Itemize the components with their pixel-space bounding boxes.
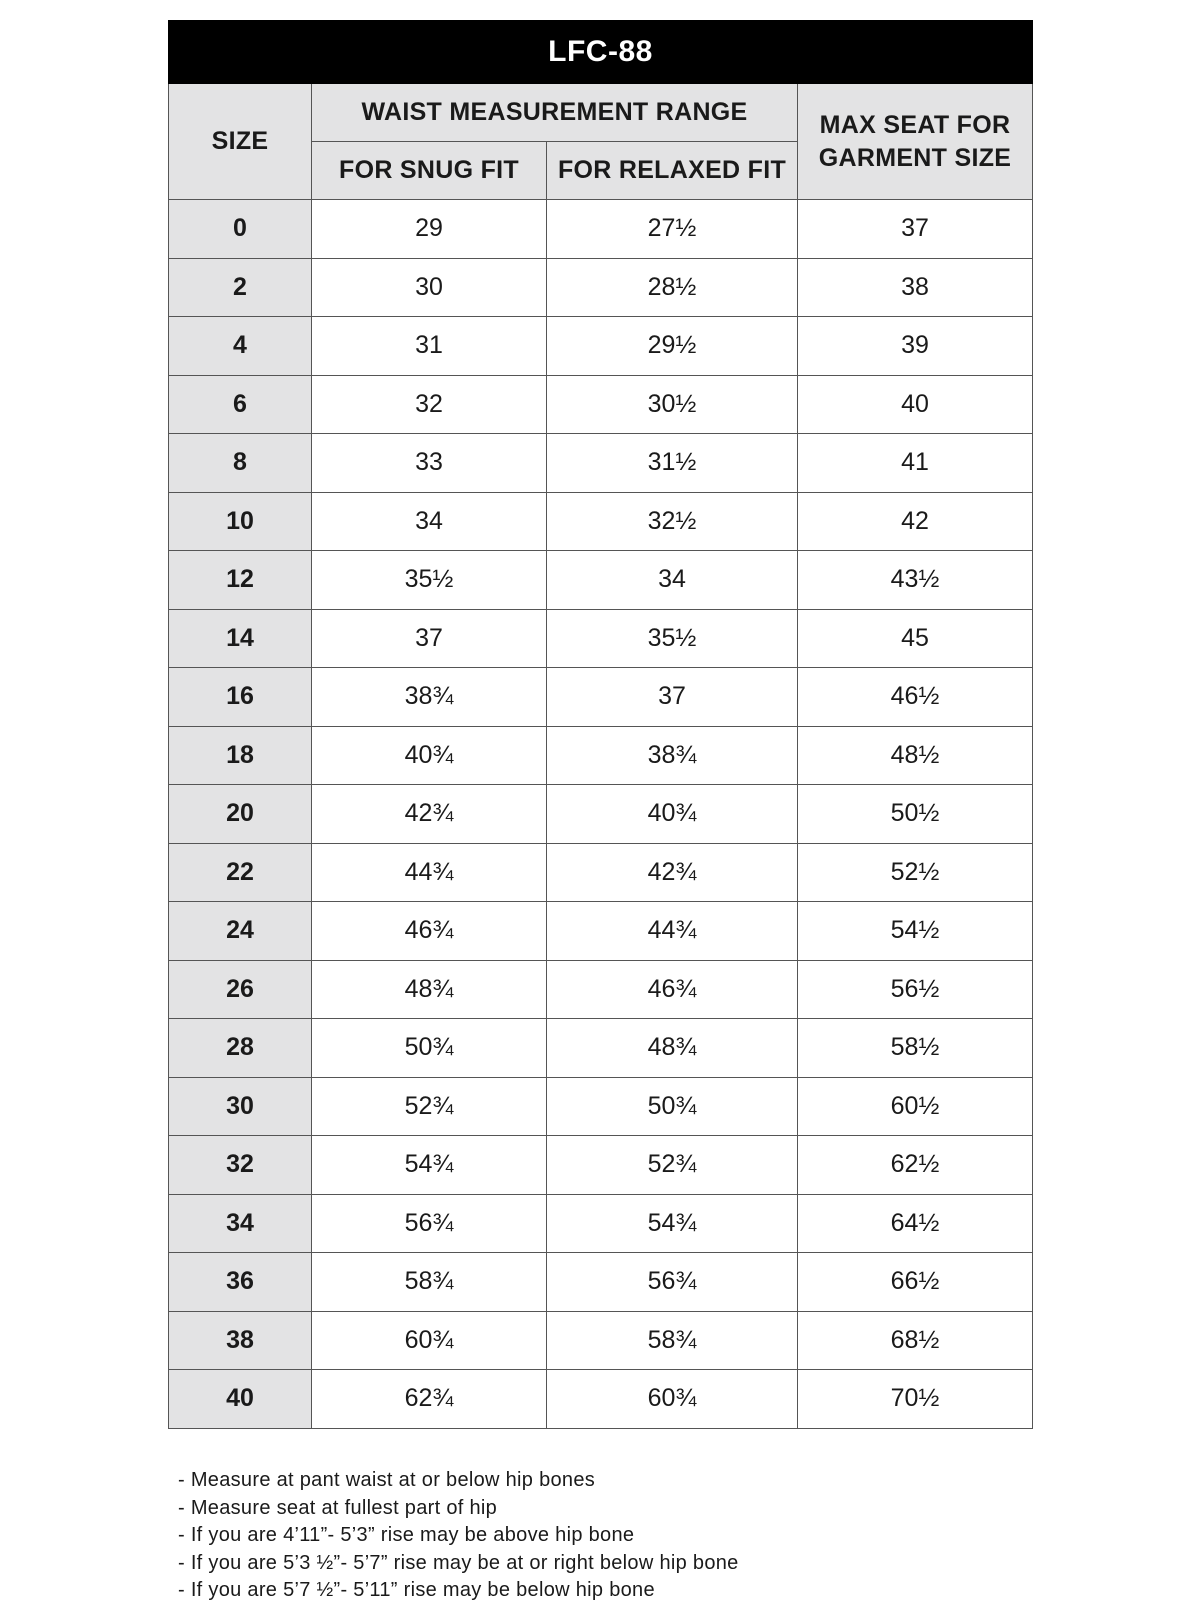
size-cell: 30 — [169, 1077, 312, 1136]
size-cell: 28 — [169, 1019, 312, 1078]
relaxed-fit-cell: 27½ — [547, 200, 798, 259]
note-item: - If you are 5’7 ½”- 5’11” rise may be below hip bone — [178, 1577, 739, 1605]
table-row — [169, 375, 1033, 434]
table-row — [169, 258, 1033, 317]
max-seat-cell: 66½ — [798, 1253, 1033, 1312]
waist-range-header: WAIST MEASUREMENT RANGE — [312, 84, 798, 142]
max-seat-cell: 46½ — [798, 668, 1033, 727]
relaxed-fit-cell: 32½ — [547, 492, 798, 551]
relaxed-fit-cell: 54¾ — [547, 1194, 798, 1253]
note-item: - Measure seat at fullest part of hip — [178, 1495, 739, 1523]
snug-fit-cell: 46¾ — [312, 902, 547, 961]
relaxed-fit-header: FOR RELAXED FIT — [547, 142, 798, 200]
snug-fit-cell: 37 — [312, 609, 547, 668]
table-row — [169, 1136, 1033, 1195]
size-cell: 6 — [169, 375, 312, 434]
table-row — [169, 1253, 1033, 1312]
table-row — [169, 609, 1033, 668]
relaxed-fit-cell: 42¾ — [547, 843, 798, 902]
max-seat-cell: 56½ — [798, 960, 1033, 1019]
note-item: - If you are 5’3 ½”- 5’7” rise may be at or right below hip bone — [178, 1550, 739, 1578]
max-seat-cell: 52½ — [798, 843, 1033, 902]
table-row — [169, 200, 1033, 259]
max-seat-cell: 64½ — [798, 1194, 1033, 1253]
max-seat-cell: 37 — [798, 200, 1033, 259]
max-seat-cell: 38 — [798, 258, 1033, 317]
size-cell: 10 — [169, 492, 312, 551]
relaxed-fit-cell: 46¾ — [547, 960, 798, 1019]
table-row — [169, 668, 1033, 727]
max-seat-cell: 50½ — [798, 785, 1033, 844]
max-seat-cell: 41 — [798, 434, 1033, 493]
table-row — [169, 843, 1033, 902]
note-item: - If you are 4’11”- 5’3” rise may be above hip bone — [178, 1522, 739, 1550]
table-row — [169, 551, 1033, 610]
size-cell: 36 — [169, 1253, 312, 1312]
size-cell: 8 — [169, 434, 312, 493]
snug-fit-cell: 42¾ — [312, 785, 547, 844]
size-cell: 16 — [169, 668, 312, 727]
size-cell: 40 — [169, 1370, 312, 1429]
relaxed-fit-cell: 50¾ — [547, 1077, 798, 1136]
table-row — [169, 1311, 1033, 1370]
size-cell: 14 — [169, 609, 312, 668]
max-seat-header-line1: MAX SEAT FOR — [819, 110, 1011, 139]
snug-fit-cell: 44¾ — [312, 843, 547, 902]
size-cell: 20 — [169, 785, 312, 844]
max-seat-header-line2: GARMENT SIZE — [818, 143, 1012, 172]
snug-fit-cell: 31 — [312, 317, 547, 376]
snug-fit-cell: 50¾ — [312, 1019, 547, 1078]
snug-fit-cell: 34 — [312, 492, 547, 551]
relaxed-fit-cell: 60¾ — [547, 1370, 798, 1429]
table-row — [169, 902, 1033, 961]
size-cell: 26 — [169, 960, 312, 1019]
snug-fit-header: FOR SNUG FIT — [312, 142, 547, 200]
size-cell: 22 — [169, 843, 312, 902]
max-seat-cell: 58½ — [798, 1019, 1033, 1078]
max-seat-cell: 43½ — [798, 551, 1033, 610]
snug-fit-cell: 35½ — [312, 551, 547, 610]
relaxed-fit-cell: 30½ — [547, 375, 798, 434]
relaxed-fit-cell: 52¾ — [547, 1136, 798, 1195]
size-cell: 38 — [169, 1311, 312, 1370]
max-seat-cell: 42 — [798, 492, 1033, 551]
snug-fit-cell: 33 — [312, 434, 547, 493]
max-seat-cell: 54½ — [798, 902, 1033, 961]
size-header: SIZE — [169, 84, 312, 200]
snug-fit-cell: 62¾ — [312, 1370, 547, 1429]
max-seat-cell: 45 — [798, 609, 1033, 668]
size-chart-table — [168, 20, 1033, 1429]
snug-fit-cell: 30 — [312, 258, 547, 317]
table-row — [169, 317, 1033, 376]
table-row — [169, 726, 1033, 785]
relaxed-fit-cell: 28½ — [547, 258, 798, 317]
snug-fit-cell: 48¾ — [312, 960, 547, 1019]
snug-fit-cell: 40¾ — [312, 726, 547, 785]
max-seat-cell: 60½ — [798, 1077, 1033, 1136]
relaxed-fit-cell: 44¾ — [547, 902, 798, 961]
snug-fit-cell: 38¾ — [312, 668, 547, 727]
relaxed-fit-cell: 34 — [547, 551, 798, 610]
table-row — [169, 1370, 1033, 1429]
snug-fit-cell: 54¾ — [312, 1136, 547, 1195]
size-cell: 12 — [169, 551, 312, 610]
max-seat-cell: 68½ — [798, 1311, 1033, 1370]
table-row — [169, 960, 1033, 1019]
relaxed-fit-cell: 56¾ — [547, 1253, 798, 1312]
max-seat-cell: 40 — [798, 375, 1033, 434]
relaxed-fit-cell: 35½ — [547, 609, 798, 668]
snug-fit-cell: 58¾ — [312, 1253, 547, 1312]
table-row — [169, 492, 1033, 551]
table-row — [169, 1194, 1033, 1253]
relaxed-fit-cell: 38¾ — [547, 726, 798, 785]
relaxed-fit-cell: 31½ — [547, 434, 798, 493]
measurement-notes — [178, 1467, 739, 1605]
relaxed-fit-cell: 58¾ — [547, 1311, 798, 1370]
snug-fit-cell: 56¾ — [312, 1194, 547, 1253]
snug-fit-cell: 52¾ — [312, 1077, 547, 1136]
table-row — [169, 1077, 1033, 1136]
max-seat-cell: 62½ — [798, 1136, 1033, 1195]
size-cell: 32 — [169, 1136, 312, 1195]
chart-title: LFC-88 — [169, 21, 1033, 84]
size-cell: 18 — [169, 726, 312, 785]
max-seat-cell: 70½ — [798, 1370, 1033, 1429]
snug-fit-cell: 32 — [312, 375, 547, 434]
size-cell: 24 — [169, 902, 312, 961]
snug-fit-cell: 60¾ — [312, 1311, 547, 1370]
max-seat-cell: 39 — [798, 317, 1033, 376]
table-row — [169, 434, 1033, 493]
size-rows — [169, 200, 1033, 1429]
note-item: - Measure at pant waist at or below hip bones — [178, 1467, 739, 1495]
size-cell: 4 — [169, 317, 312, 376]
relaxed-fit-cell: 40¾ — [547, 785, 798, 844]
relaxed-fit-cell: 29½ — [547, 317, 798, 376]
table-row — [169, 1019, 1033, 1078]
size-cell: 2 — [169, 258, 312, 317]
max-seat-header — [798, 84, 1033, 200]
size-cell: 34 — [169, 1194, 312, 1253]
max-seat-cell: 48½ — [798, 726, 1033, 785]
table-row — [169, 785, 1033, 844]
size-cell: 0 — [169, 200, 312, 259]
relaxed-fit-cell: 37 — [547, 668, 798, 727]
relaxed-fit-cell: 48¾ — [547, 1019, 798, 1078]
snug-fit-cell: 29 — [312, 200, 547, 259]
